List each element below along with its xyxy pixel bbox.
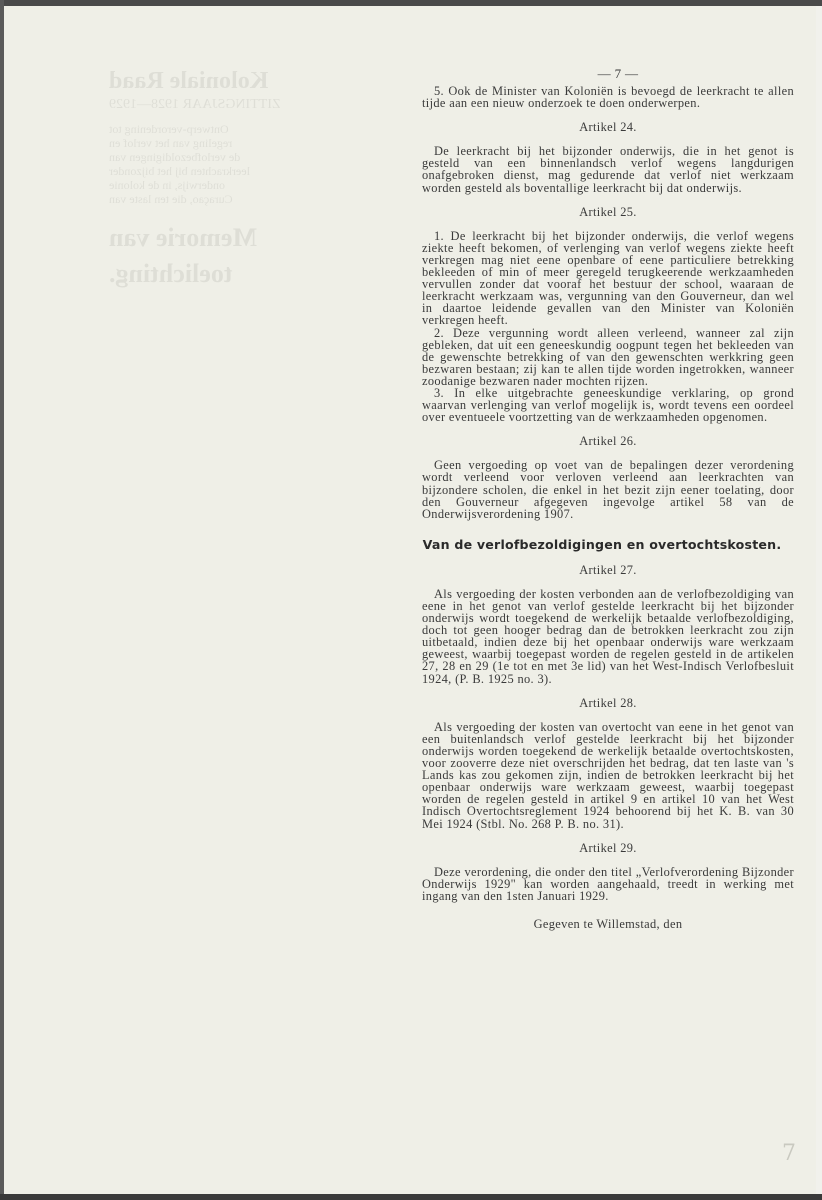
paragraph: Deze verordening, die onder den titel „Verlofverordening Bijzonder Onderwijs 1929" kan worden aangehaald, treedt in werking met ingang van den 1sten Januari 1929. — [422, 864, 794, 903]
bleed-line: leerkrachten bij het bijzonder — [109, 164, 250, 178]
signature-line: Gegeven te Willemstad, den — [533, 916, 683, 931]
paragraph: Als vergoeding der kosten van overtocht van eene in het genot van een buitenlandsch verlof gestelde leerkracht bij het bijzonder onderwijs worden toegekend de werkelijk betaalde overtochtskosten, voor zooverre deze niet overschrijden het bedrag, dat ten laste van 's Lands kas zou gekomen zijn, indien de betrokken leerkracht bij het openbaar onderwijs ware werkzaam geweest, waarbij toegepast worden de regelen gesteld in artikel 9 en artikel 10 van het West Indisch Overtochtsreglement 1924 behoorend bij het K. B. van 30 Mei 1924 (Stbl. No. 268 P. B. no. 31). — [422, 719, 794, 831]
article-heading: Artikel 28. — [579, 695, 637, 710]
paragraph: De leerkracht bij het bijzonder onderwijs, die in het genot is gesteld van een binnenlandsch verlof wegens langdurigen onafgebroken dienst, mag gedurende dat verlof niet werkzaam worden gesteld als boventallige leerkracht bij dat onderwijs. — [422, 144, 794, 195]
page-number: — 7 — — [597, 66, 639, 81]
paragraph: 1. De leerkracht bij het bijzonder onderwijs, die verlof wegens ziekte heeft bekomen, of verlenging van verlof wegens ziekte heeft verkregen mag niet eene openbare of eene particuliere betrekking bekleeden of min of meer geregeld terugkeerende werkzaamheden vervullen zonder dat vooraf het bestuur der school, waaraan de leerkracht werkzaam was, vergunning van den Gouverneur, dan wel in daartoe leidende gevallen van den Minister van Koloniën verkregen heeft. — [422, 228, 794, 328]
bleed-title: Koloniale Raad — [109, 68, 269, 94]
paragraph: Geen vergoeding op voet van de bepalingen dezer verordening wordt verleend voor verloven verleend aan leerkrachten van bijzondere scholen, die enkel in het bezit zijn eener toelating, door den Gouverneur afgegeven ingevolge artikel 58 van de Onderwijsverordening 1907. — [422, 458, 794, 521]
bleed-line: onderwijs, in de kolonie — [109, 178, 225, 192]
bleed-line: Ontwerp-verordening tot — [109, 122, 229, 136]
paragraph: Als vergoeding der kosten verbonden aan de verlofbezoldiging van eene in het genot van verlof gestelde leerkracht bij het bijzonder onderwijs wordt toegekend de werkelijk betaalde verlofbezoldiging, doch tot geen hooger bedrag dan de betrokken leerkracht zou zijn uitbetaald, indien deze bij het openbaar onderwijs ware werkzaam geweest, waarbij toegepast worden de regelen gesteld in de artikelen 27, 28 en 29 (1e tot en met 3e lid) van het West-Indisch Verlofbesluit 1924, (P. B. 1925 no. 3). — [422, 586, 794, 686]
article-heading: Artikel 24. — [579, 120, 637, 135]
paragraph: 3. In elke uitgebrachte geneeskundige verklaring, op grond waarvan verlenging van verlof mogelijk is, wordt tevens een oordeel over eventueele voortzetting van de werkzaamheden opgenomen. — [422, 385, 794, 425]
document-body — [422, 66, 794, 930]
bleed-subtitle: ZITTINGSJAAR 1928—1929 — [109, 97, 281, 112]
scan-edge-bottom — [0, 1194, 822, 1200]
document-page — [4, 6, 816, 1194]
paragraph: 5. Ook de Minister van Koloniën is bevoegd de leerkracht te allen tijde aan een nieuw onderzoek te doen onderwerpen. — [422, 84, 794, 111]
bleed-heading: Memorie van toelichting. — [109, 223, 258, 288]
article-heading: Artikel 27. — [579, 562, 637, 577]
paragraph: 2. Deze vergunning wordt alleen verleend, wanneer zal zijn gebleken, dat uit een geneeskundig oogpunt tegen het bekleeden van de gewenschte betrekking of van den gewenschten werkkring geen bezwaren bestaan; zij kan te allen tijde worden ingetrokken, wanneer zoodanige bezwaren nader mochten rijzen. — [422, 325, 794, 388]
bleed-line: de verlofbezoldigingen van — [109, 150, 241, 164]
bleed-line: regeling van het verlof en — [109, 136, 233, 150]
article-heading: Artikel 29. — [579, 840, 637, 855]
article-heading: Artikel 26. — [579, 434, 637, 449]
section-heading: Van de verlofbezoldigingen en overtochtskosten. — [422, 536, 782, 552]
bleed-line: Curaçao, die ten laste van — [109, 192, 233, 206]
article-heading: Artikel 25. — [579, 204, 637, 219]
corner-mark: 7 — [782, 1141, 796, 1166]
bleed-through-text — [109, 66, 379, 292]
